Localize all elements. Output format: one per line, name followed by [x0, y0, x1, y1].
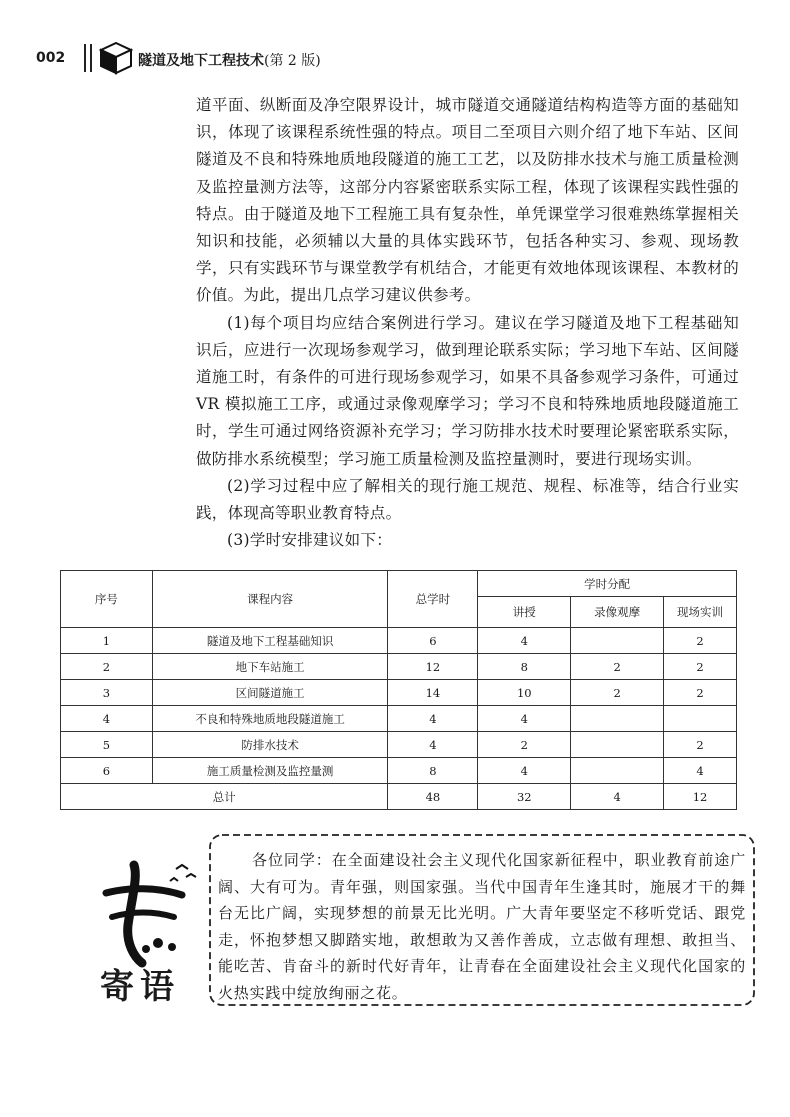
table-row	[61, 628, 737, 654]
cell-lecture: 10	[478, 680, 571, 706]
header-divider	[84, 44, 86, 72]
book-title-main: 隧道及地下工程技术	[138, 53, 264, 69]
table-row	[61, 732, 737, 758]
table-row	[61, 706, 737, 732]
message-text: 各位同学：在全面建设社会主义现代化国家新征程中，职业教育前途广阔、大有可为。青年强，则国家强。当代中国青年生逢其时，施展才干的舞台无比广阔，实现梦想的前景无比光明。广大青年要坚定不移听党话、跟党走，怀抱梦想又脚踏实地，敢想敢为又善作善成，立志做有理想、敢担当、能吃苦、肯奋斗的新时代好青年，让青春在全面建设社会主义现代化国家的火热实践中绽放绚丽之花。	[218, 851, 746, 1002]
cell-practice	[664, 706, 737, 732]
cell-seq: 4	[61, 706, 153, 732]
paragraph: (3)学时安排建议如下：	[227, 531, 393, 550]
cell-practice: 2	[664, 654, 737, 680]
cell-seq: 2	[61, 654, 153, 680]
cell-total: 4	[388, 732, 478, 758]
header-lecture: 讲授	[478, 597, 571, 628]
table-row	[61, 680, 737, 706]
cell-total: 48	[388, 784, 478, 810]
cell-content: 区间隧道施工	[152, 680, 388, 706]
deco-title: 寄语	[100, 967, 180, 1007]
cell-seq: 3	[61, 680, 153, 706]
cell-seq: 5	[61, 732, 153, 758]
cell-total: 4	[388, 706, 478, 732]
cell-video: 4	[571, 784, 664, 810]
closing-section	[60, 827, 760, 1017]
cell-practice: 2	[664, 732, 737, 758]
cell-content: 不良和特殊地质地段隧道施工	[152, 706, 388, 732]
header-practice: 现场实训	[664, 597, 737, 628]
cell-practice: 4	[664, 758, 737, 784]
cell-lecture: 4	[478, 628, 571, 654]
cell-video	[571, 706, 664, 732]
cell-total: 14	[388, 680, 478, 706]
table-row	[61, 758, 737, 784]
cell-total: 6	[388, 628, 478, 654]
cell-total: 12	[388, 654, 478, 680]
header-video: 录像观摩	[571, 597, 664, 628]
book-title	[138, 50, 321, 70]
header-group: 学时分配	[478, 571, 737, 597]
paragraph: (1)每个项目均应结合案例进行学习。建议在学习隧道及地下工程基础知识后，应进行一次现场参观学习，做到理论联系实际；学习地下车站、区间隧道施工时，有条件的可进行现场参观学习，如果不具备参观学习条件，可通过 VR 模拟施工工序，或通过录像观摩学习；学习不良和特殊地质地段隧道施工时，学生可通过网络资源补充学习；学习防排水技术时要理论紧密联系实际，做防排水系统模型；学习施工质量检测及监控量测时，要进行现场实训。	[196, 313, 739, 468]
message-box	[208, 833, 756, 1007]
cell-seq: 6	[61, 758, 153, 784]
page-header	[22, 38, 782, 78]
header-content: 课程内容	[152, 571, 388, 628]
cell-seq: 1	[61, 628, 153, 654]
cell-lecture: 2	[478, 732, 571, 758]
cell-content: 地下车站施工	[152, 654, 388, 680]
cell-lecture: 32	[478, 784, 571, 810]
cell-lecture: 8	[478, 654, 571, 680]
cell-video	[571, 758, 664, 784]
cell-content: 施工质量检测及监控量测	[152, 758, 388, 784]
header-seq: 序号	[61, 571, 153, 628]
book-edition: (第 2 版)	[264, 53, 321, 69]
cell-practice: 2	[664, 680, 737, 706]
header-divider	[90, 44, 92, 72]
body-text	[196, 92, 739, 554]
paragraph: (2)学习过程中应了解相关的现行施工规范、规程、标准等，结合行业实践，体现高等职业教育特点。	[196, 476, 739, 523]
cell-practice: 12	[664, 784, 737, 810]
cell-content: 隧道及地下工程基础知识	[152, 628, 388, 654]
table-row	[61, 654, 737, 680]
cell-lecture: 4	[478, 706, 571, 732]
header-total: 总学时	[388, 571, 478, 628]
cell-total-label: 总计	[61, 784, 388, 810]
paragraph: 道平面、纵断面及净空限界设计，城市隧道交通隧道结构构造等方面的基础知识，体现了该课程系统性强的特点。项目二至项目六则介绍了地下车站、区间隧道及不良和特殊地质地段隧道的施工工艺，以及防排水技术与施工质量检测及监控量测方法等，这部分内容紧密联系实际工程，体现了该课程实践性强的特点。由于隧道及地下工程施工具有复杂性，单凭课堂学习很难熟练掌握相关知识和技能，必须辅以大量的具体实践环节，包括各种实习、参观、现场教学，只有实践环节与课堂教学有机结合，才能更有效地体现该课程、本教材的价值。为此，提出几点学习建议供参考。	[196, 96, 739, 305]
table-header-row	[61, 571, 737, 597]
cell-video	[571, 628, 664, 654]
cell-practice: 2	[664, 628, 737, 654]
cell-video: 2	[571, 680, 664, 706]
cell-video	[571, 732, 664, 758]
cell-lecture: 4	[478, 758, 571, 784]
study-hours-table	[60, 570, 737, 810]
table-total-row	[61, 784, 737, 810]
cell-total: 8	[388, 758, 478, 784]
cell-video: 2	[571, 654, 664, 680]
page-number: 002	[36, 50, 66, 66]
book-cube-icon	[98, 40, 134, 76]
cell-content: 防排水技术	[152, 732, 388, 758]
